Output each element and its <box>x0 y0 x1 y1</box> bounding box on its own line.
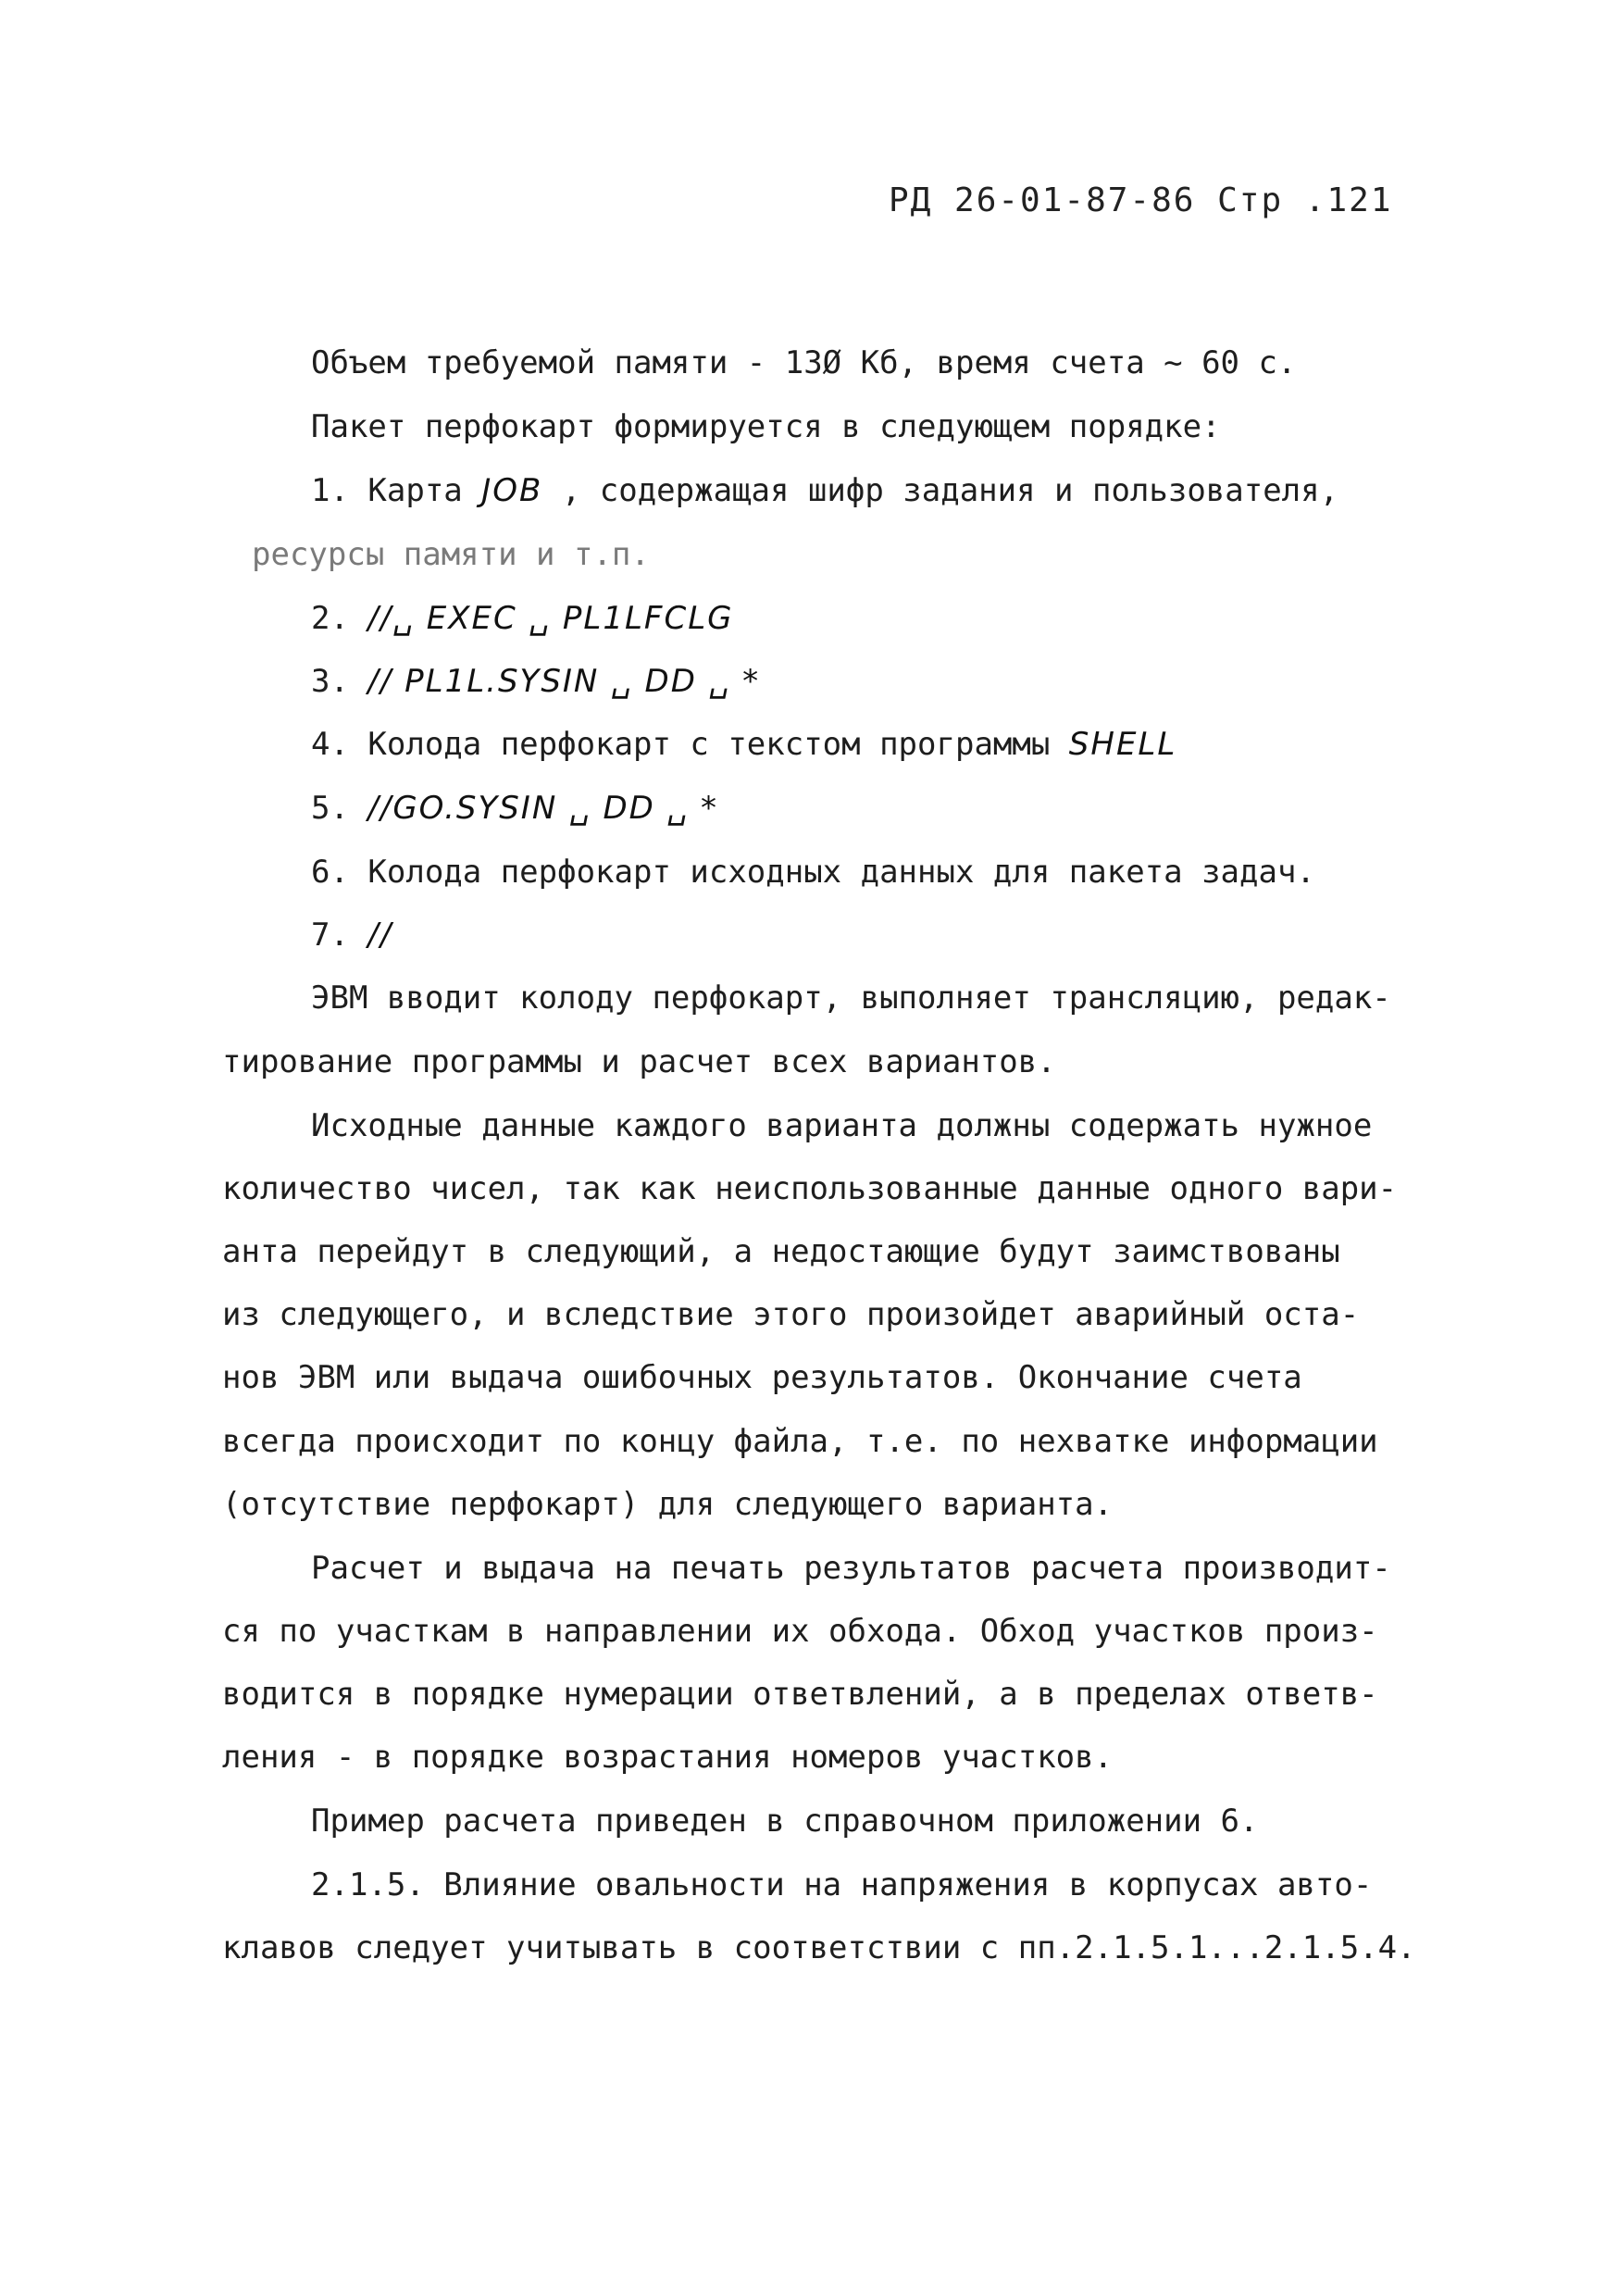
list-item-number: 7. <box>311 917 368 954</box>
text-line <box>252 536 650 573</box>
paragraph-line: водится в порядке нумерации ответвлений, а в пределах ответв- <box>222 1676 1378 1713</box>
list-item-5 <box>311 790 718 827</box>
faded-text: ресурсы памяти и т.п. <box>252 536 650 573</box>
paragraph-line: всегда происходит по концу файла, т.е. по нехватке информации <box>222 1423 1378 1460</box>
paragraph-line: количество чисел, так как неиспользованные данные одного вари- <box>222 1170 1398 1207</box>
jcl-code: //GO.SYSIN ␣ DD ␣ * <box>367 790 719 827</box>
paragraph-line: из следующего, и вследствие этого произойдет аварийный оста- <box>222 1296 1360 1333</box>
paragraph-line: ЭВМ вводит колоду перфокарт, выполняет трансляцию, редак- <box>311 980 1391 1017</box>
text-line: Объем требуемой памяти - 13Ø Кб, время счета ~ 60 с. <box>311 344 1297 381</box>
paragraph-line: ся по участкам в направлении их обхода. Обход участков произ- <box>222 1613 1378 1650</box>
paragraph-line: ления - в порядке возрастания номеров участков. <box>222 1739 1114 1776</box>
list-item-4 <box>311 726 1176 763</box>
list-item-number: 3. <box>311 663 368 700</box>
paragraph-line: клавов следует учитывать в соответствии с пп.2.1.5.1...2.1.5.4. <box>222 1929 1416 1966</box>
list-item-6: 6. Колода перфокарт исходных данных для пакета задач. <box>311 854 1315 891</box>
list-item-3 <box>311 663 760 700</box>
document-reference-header: РД 26-01-87-86 Стр .121 <box>889 181 1393 219</box>
paragraph-line: нов ЭВМ или выдача ошибочных результатов. Окончание счета <box>222 1359 1302 1396</box>
paragraph-line: Исходные данные каждого варианта должны содержать нужное <box>311 1107 1373 1144</box>
list-item-number: 2. <box>311 600 368 637</box>
paragraph-line: Расчет и выдача на печать результатов расчета производит- <box>311 1550 1391 1587</box>
paragraph-line: анта перейдут в следующий, а недостающие будут заимствованы <box>222 1233 1340 1270</box>
list-item-2 <box>311 600 734 637</box>
jcl-code: // PL1L.SYSIN ␣ DD ␣ * <box>367 663 761 700</box>
section-heading-line: 2.1.5. Влияние овальности на напряжения в корпусах авто- <box>311 1866 1373 1903</box>
jcl-code: // <box>367 917 393 954</box>
jcl-code: //␣ EXEC ␣ PL1LFCLG <box>367 600 734 637</box>
job-card-label: JOB <box>481 472 543 509</box>
list-item-1-text: 1. Карта <box>311 472 482 509</box>
paragraph-line: тирование программы и расчет всех вариантов. <box>222 1043 1056 1080</box>
paragraph-line: Пример расчета приведен в справочном приложении 6. <box>311 1803 1259 1840</box>
list-item-text: 4. Колода перфокарт с текстом программы <box>311 726 1069 763</box>
list-item-7 <box>311 917 392 954</box>
program-name: SHELL <box>1068 726 1177 763</box>
list-item-1 <box>311 472 1338 509</box>
list-item-1-text-cont: , содержащая шифр задания и пользователя, <box>542 472 1339 509</box>
paragraph-line: (отсутствие перфокарт) для следующего варианта. <box>222 1486 1114 1523</box>
text-line: Пакет перфокарт формируется в следующем порядке: <box>311 408 1221 445</box>
list-item-number: 5. <box>311 790 368 827</box>
